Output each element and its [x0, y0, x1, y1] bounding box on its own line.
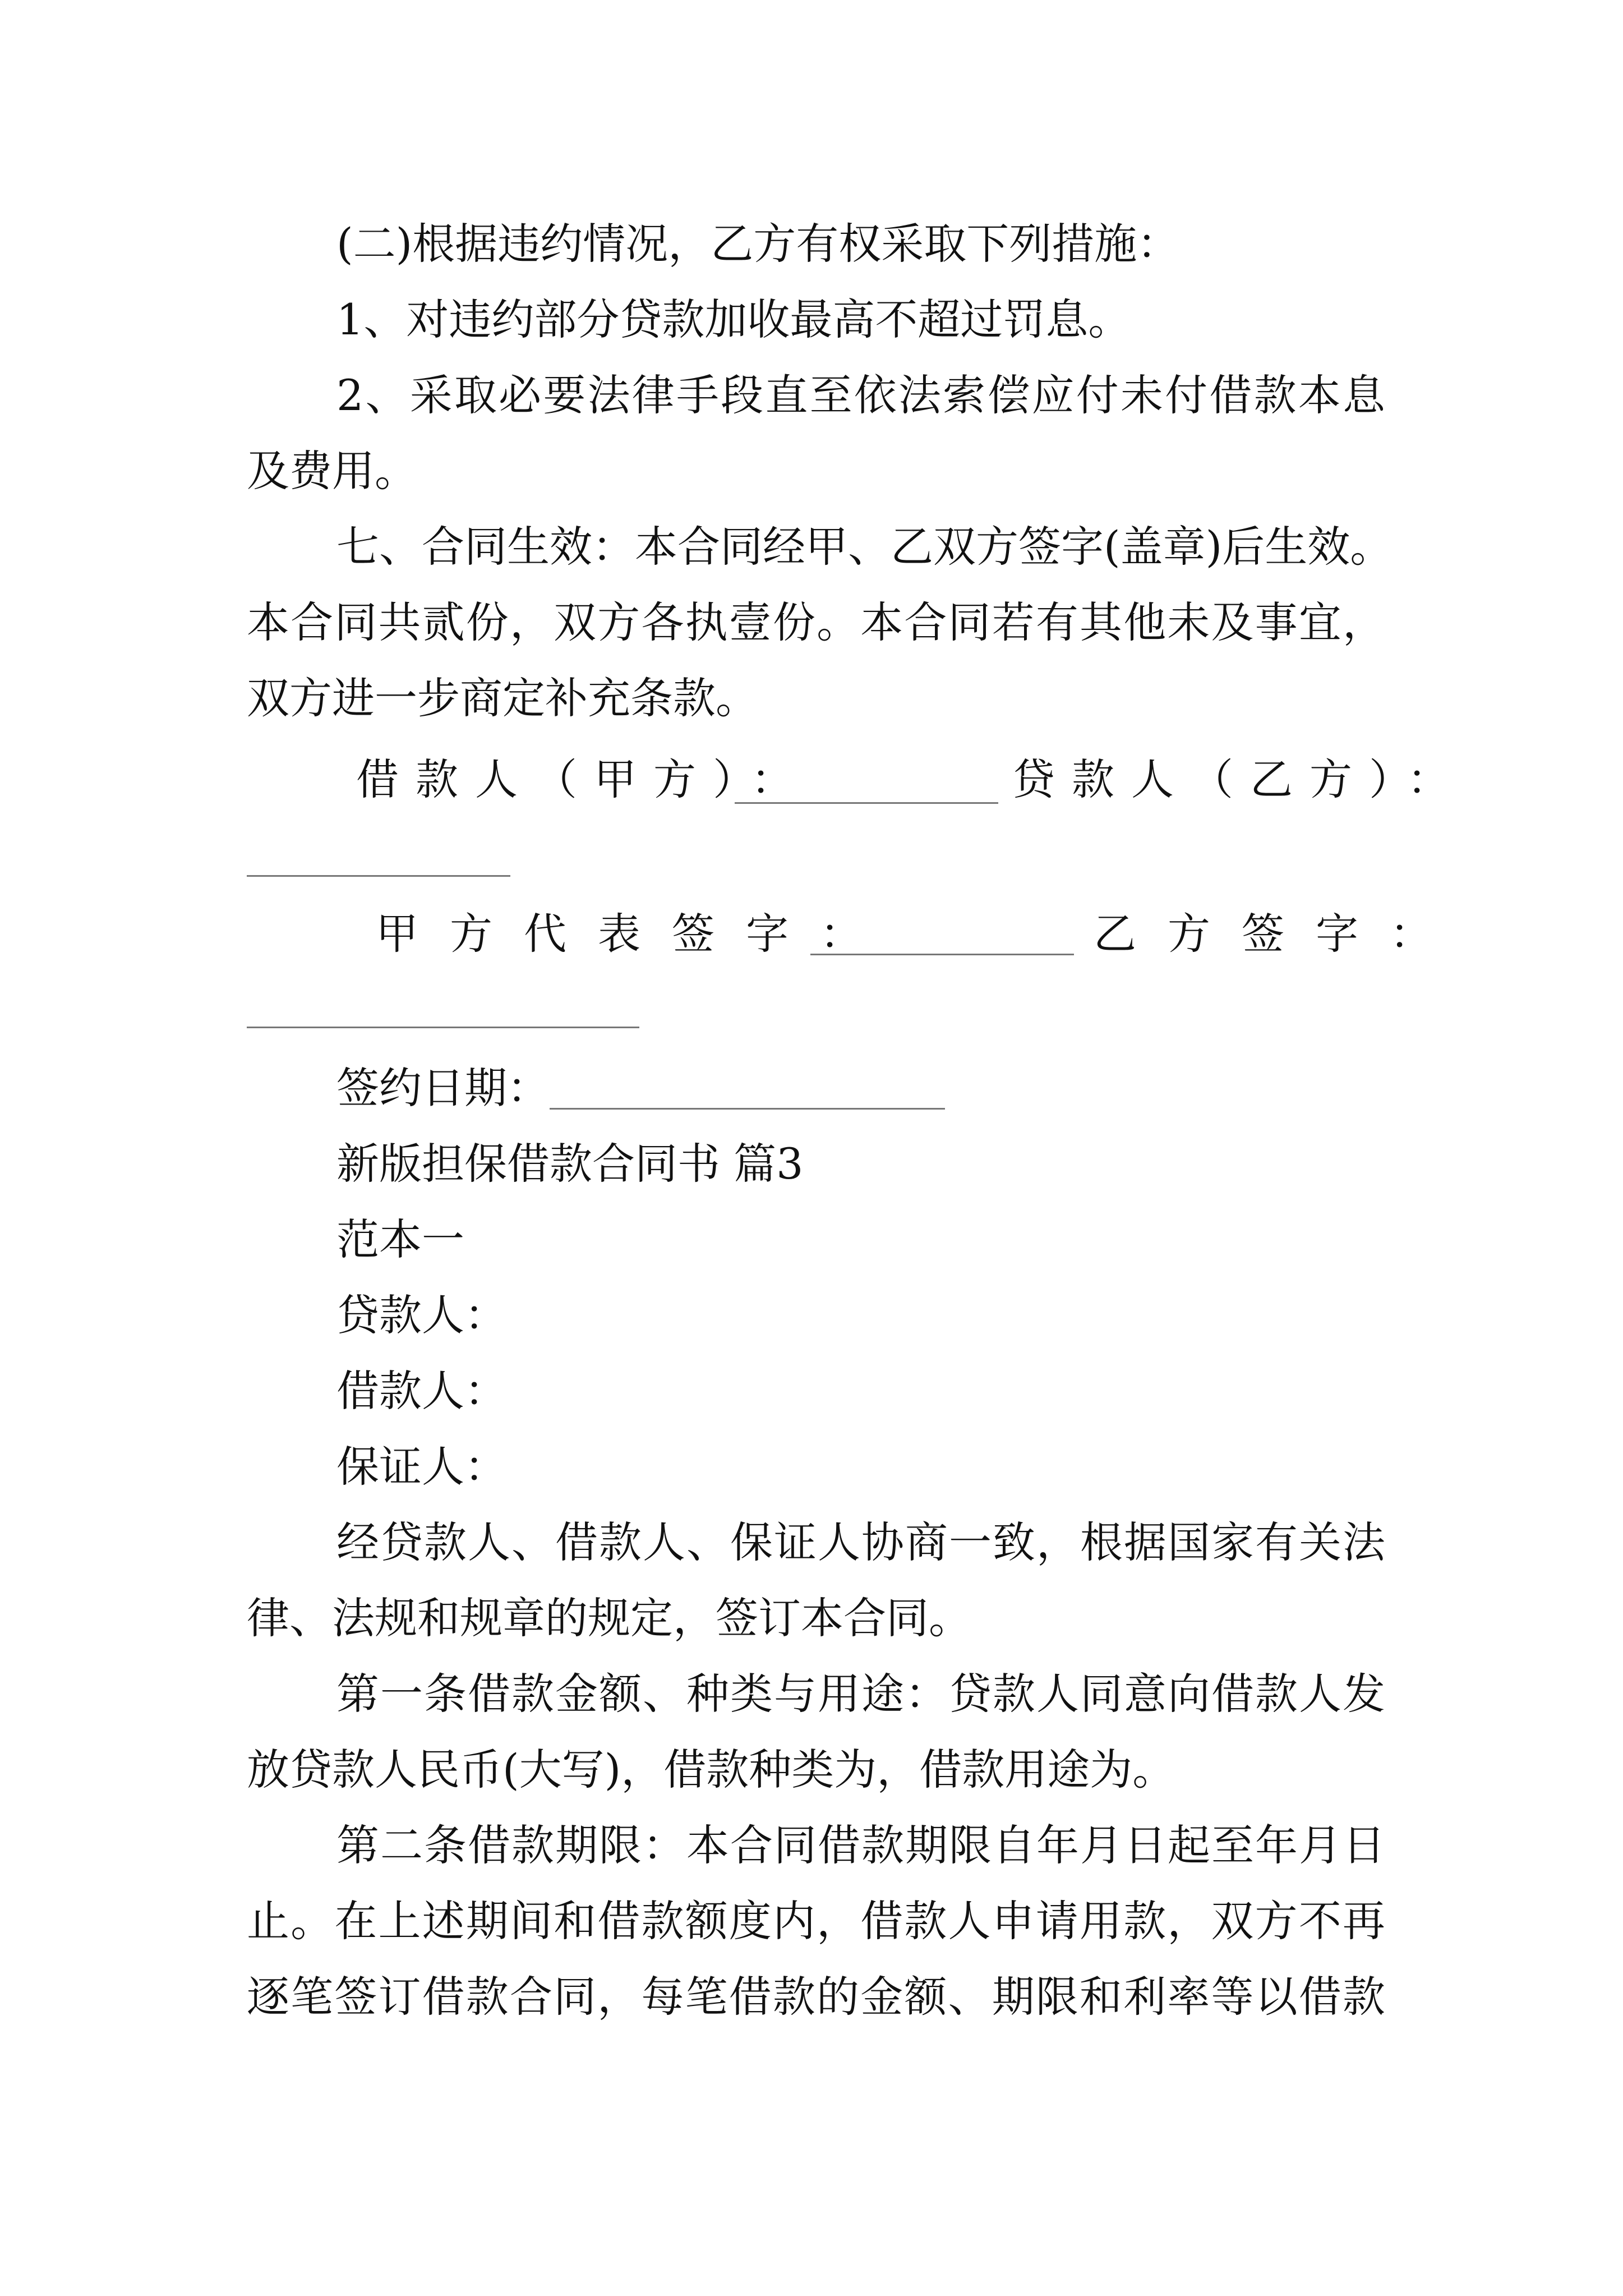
party-a-representative-blank[interactable]	[810, 954, 1074, 955]
signing-date-blank[interactable]	[550, 1108, 945, 1110]
lender-signature-blank[interactable]	[247, 875, 510, 877]
article-2-line-3: 逐笔签订借款合同，每笔借款的金额、期限和利率等以借款	[247, 1972, 1385, 2022]
guarantor-field: 保证人：	[336, 1442, 507, 1492]
paragraph-effectiveness-line-1: 七、合同生效：本合同经甲、乙双方签字(盖章)后生效。	[336, 522, 1393, 572]
borrower-field: 借款人：	[336, 1366, 507, 1416]
paragraph-remedy-1: 1、对违约部分贷款加收最高不超过罚息。	[336, 295, 1131, 344]
section-3-heading: 新版担保借款合同书 篇3	[336, 1139, 804, 1189]
paragraph-remedies-heading: (二)根据违约情况，乙方有权采取下列措施：	[336, 219, 1180, 269]
paragraph-remedy-2-line-1: 2、采取必要法律手段直至依法索偿应付未付借款本息	[336, 370, 1385, 420]
article-2-line-1: 第二条借款期限：本合同借款期限自年月日起至年月日	[336, 1820, 1385, 1870]
lender-field: 贷款人：	[336, 1290, 507, 1340]
article-1-line-2: 放贷款人民币(大写)，借款种类为，借款用途为。	[247, 1745, 1175, 1795]
article-2-line-2: 止。在上述期间和借款额度内，借款人申请用款，双方不再	[247, 1896, 1385, 1946]
paragraph-effectiveness-line-3: 双方进一步商定补充条款。	[247, 673, 758, 723]
lender-party-b-label: 贷款人（乙方）：	[1012, 754, 1467, 804]
party-b-signature-label: 乙方签字：	[1094, 909, 1464, 959]
intro-line-2: 律、法规和规章的规定，签订本合同。	[247, 1593, 971, 1643]
signing-date-label: 签约日期：	[336, 1063, 550, 1113]
paragraph-remedy-2-line-2: 及费用。	[247, 446, 417, 496]
party-b-signature-blank[interactable]	[247, 1027, 639, 1028]
article-1-line-1: 第一条借款金额、种类与用途：贷款人同意向借款人发	[336, 1669, 1385, 1719]
borrower-signature-blank[interactable]	[735, 802, 998, 804]
borrower-party-a-label: 借款人（甲方）：	[356, 754, 810, 804]
party-a-representative-label: 甲方代表签字：	[376, 909, 894, 959]
intro-line-1: 经贷款人、借款人、保证人协商一致，根据国家有关法	[336, 1517, 1385, 1567]
sample-1-label: 范本一	[336, 1214, 464, 1264]
paragraph-effectiveness-line-2: 本合同共贰份，双方各执壹份。本合同若有其他未及事宜，	[247, 597, 1385, 647]
